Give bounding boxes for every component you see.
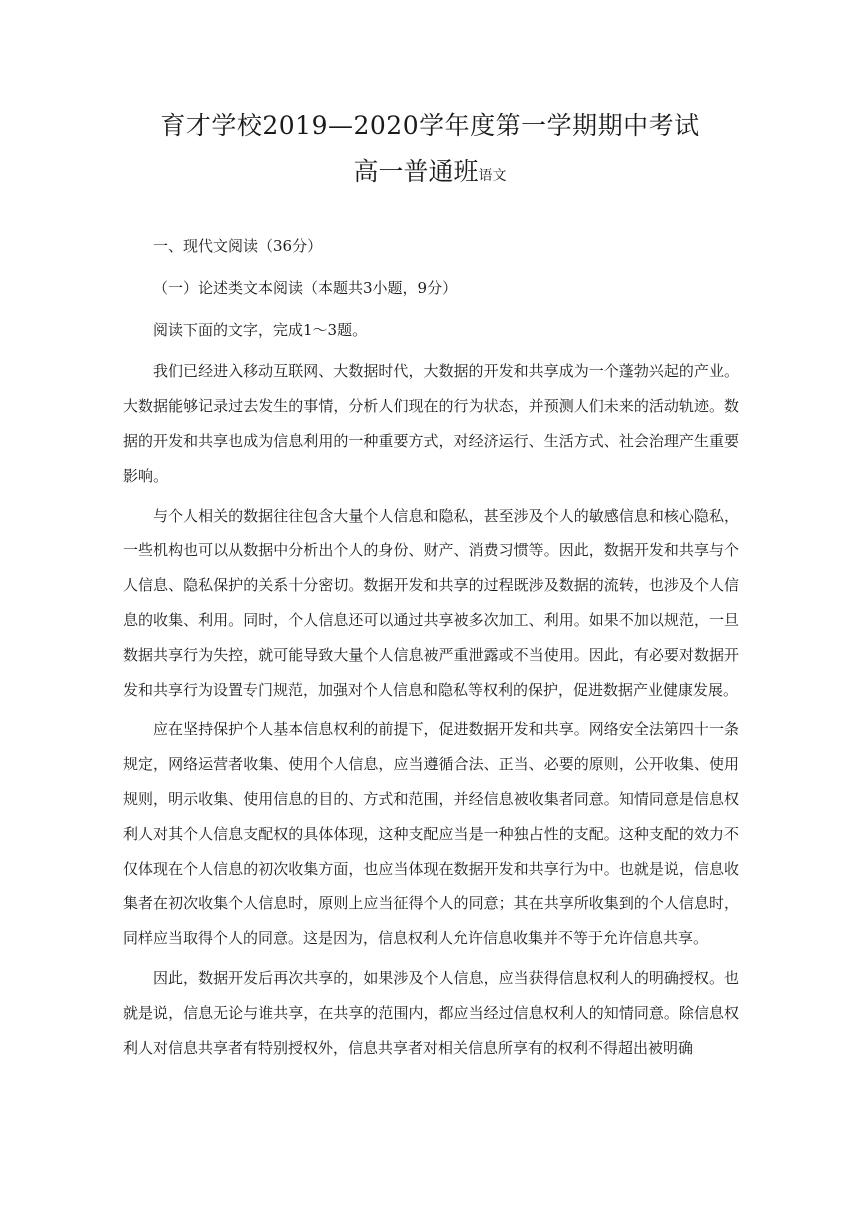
exam-subtitle	[0, 152, 860, 196]
paragraph: 与个人相关的数据往往包含大量个人信息和隐私，甚至涉及个人的敏感信息和核心隐私，一些机构也可以从数据中分析出个人的身份、财产、消费习惯等。因此，数据开发和共享与个人信息、隐私保护的关系十分密切。数据开发和共享的过程既涉及数据的流转，也涉及个人信息的收集、利用。同时，个人信息还可以通过共享被多次加工、利用。如果不加以规范，一旦数据共享行为失控，就可能导致大量个人信息被严重泄露或不当使用。因此，有必要对数据开发和共享行为设置专门规范，加强对个人信息和隐私等权利的保护，促进数据产业健康发展。	[123, 506, 739, 699]
section-heading: 一、现代文阅读（36分）	[153, 237, 323, 255]
exam-title: 育才学校2019—2020学年度第一学期期中考试	[160, 111, 700, 140]
reading-instruction: 阅读下面的文字，完成1～3题。	[153, 320, 368, 339]
document-body	[123, 229, 739, 1070]
paragraph: 因此，数据开发后再次共享的，如果涉及个人信息，应当获得信息权利人的明确授权。也就是说，信息无论与谁共享，在共享的范围内，都应当经过信息权利人的知情同意。除信息权利人对信息共享者有特别授权外，信息共享者对相关信息所享有的权利不得超出被明确	[123, 968, 739, 1057]
class-name: 高一普通班	[353, 157, 479, 186]
paragraph: 应在坚持保护个人基本信息权利的前提下，促进数据开发和共享。网络安全法第四十一条规定，网络运营者收集、使用个人信息，应当遵循合法、正当、必要的原则，公开收集、使用规则，明示收集、使用信息的目的、方式和范围，并经信息被收集者同意。知情同意是信息权利人对其个人信息支配权的具体体现，这种支配应当是一种独占性的支配。这种支配的效力不仅体现在个人信息的初次收集方面，也应当体现在数据开发和共享行为中。也就是说，信息收集者在初次收集个人信息时，原则上应当征得个人的同意；其在共享所收集到的个人信息时，同样应当取得个人的同意。这是因为，信息权利人允许信息收集并不等于允许信息共享。	[123, 720, 739, 948]
paragraph: 我们已经进入移动互联网、大数据时代，大数据的开发和共享成为一个蓬勃兴起的产业。大数据能够记录过去发生的事情，分析人们现在的行为状态，并预测人们未来的活动轨迹。数据的开发和共享也成为信息利用的一种重要方式，对经济运行、生活方式、社会治理产生重要影响。	[123, 362, 739, 485]
sub-section-heading: （一）论述类文本阅读（本题共3小题，9分）	[153, 278, 458, 297]
subject-name: 语文	[478, 168, 507, 184]
